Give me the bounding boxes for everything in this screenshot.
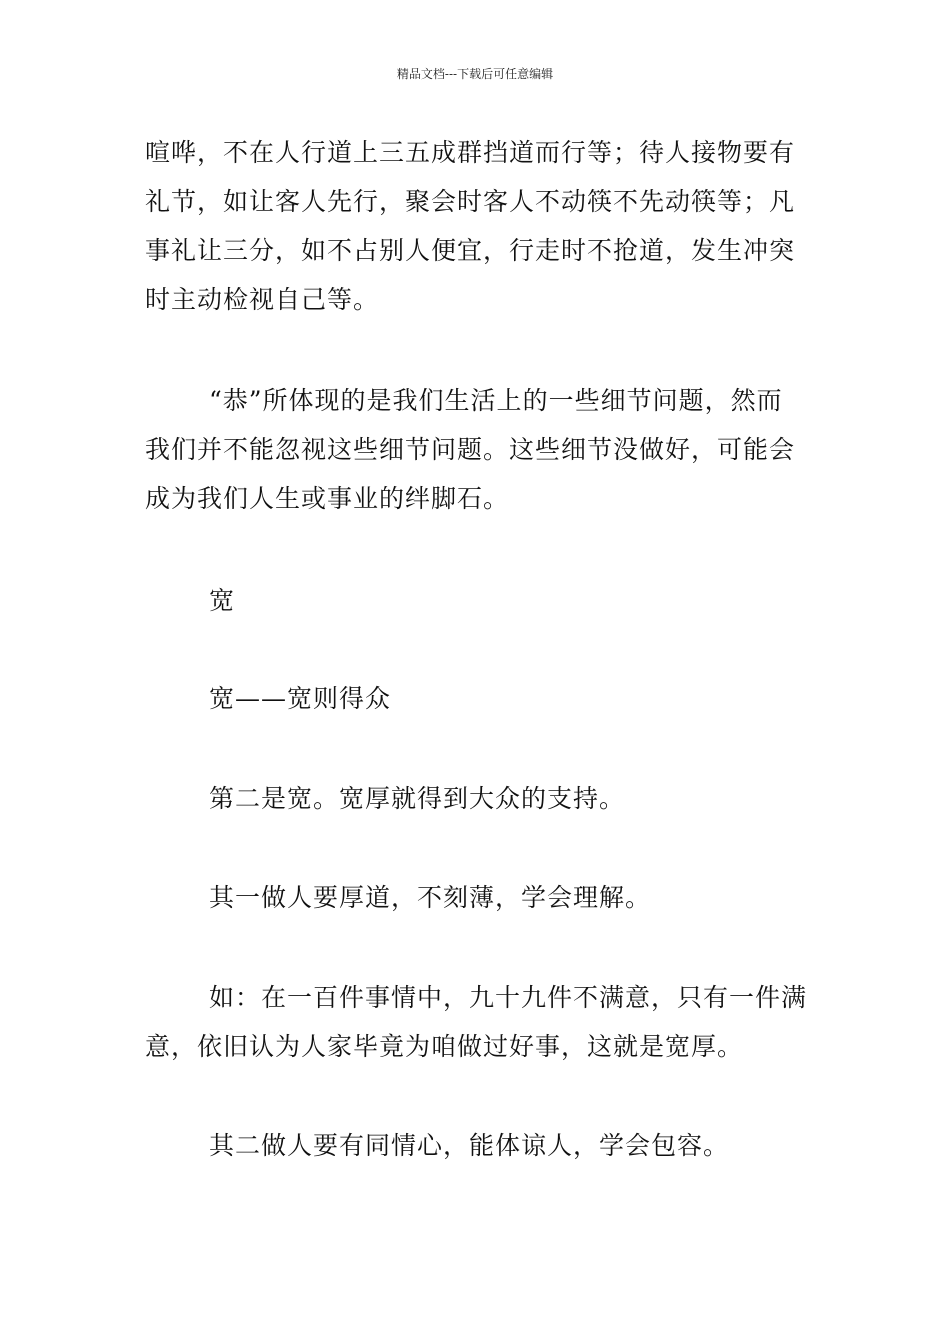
paragraph-line: 其一做人要厚道，不刻薄，学会理解。	[209, 883, 652, 912]
paragraph-gong-summary	[145, 376, 809, 523]
paragraph-line: 如：在一百件事情中，九十九件不满意，只有一件满	[209, 983, 808, 1012]
page-header: 精品文档---下载后可任意编辑	[396, 67, 554, 81]
paragraph-line: 意，依旧认为人家毕竟为咱做过好事，这就是宽厚。	[145, 1032, 744, 1061]
section-heading-kuan	[145, 576, 809, 625]
paragraph-second-point	[145, 774, 809, 823]
paragraph-line: 喧哗，不在人行道上三五成群挡道而行等；待人接物要有	[145, 138, 796, 167]
paragraph-courtesy-examples	[145, 128, 809, 324]
paragraph-second-rule	[145, 1121, 809, 1170]
paragraph-line: 事礼让三分，如不占别人便宜，行走时不抢道，发生冲突	[145, 236, 796, 265]
paragraph-example	[145, 973, 809, 1071]
heading-line: 宽	[209, 586, 236, 615]
paragraph-line: 成为我们人生或事业的绊脚石。	[145, 484, 510, 513]
paragraph-line: 其二做人要有同情心，能体谅人，学会包容。	[209, 1131, 730, 1160]
paragraph-line: 礼节，如让客人先行，聚会时客人不动筷不先动筷等；凡	[145, 187, 796, 216]
paragraph-line: 我们并不能忽视这些细节问题。这些细节没做好，可能会	[145, 435, 796, 464]
paragraph-line: “恭”所体现的是我们生活上的一些细节问题，然而	[209, 386, 783, 415]
section-subheading	[145, 674, 809, 723]
paragraph-line: 时主动检视自己等。	[145, 285, 380, 314]
paragraph-first-rule	[145, 873, 809, 922]
paragraph-line: 第二是宽。宽厚就得到大众的支持。	[209, 784, 626, 813]
subheading-line: 宽——宽则得众	[209, 684, 392, 713]
